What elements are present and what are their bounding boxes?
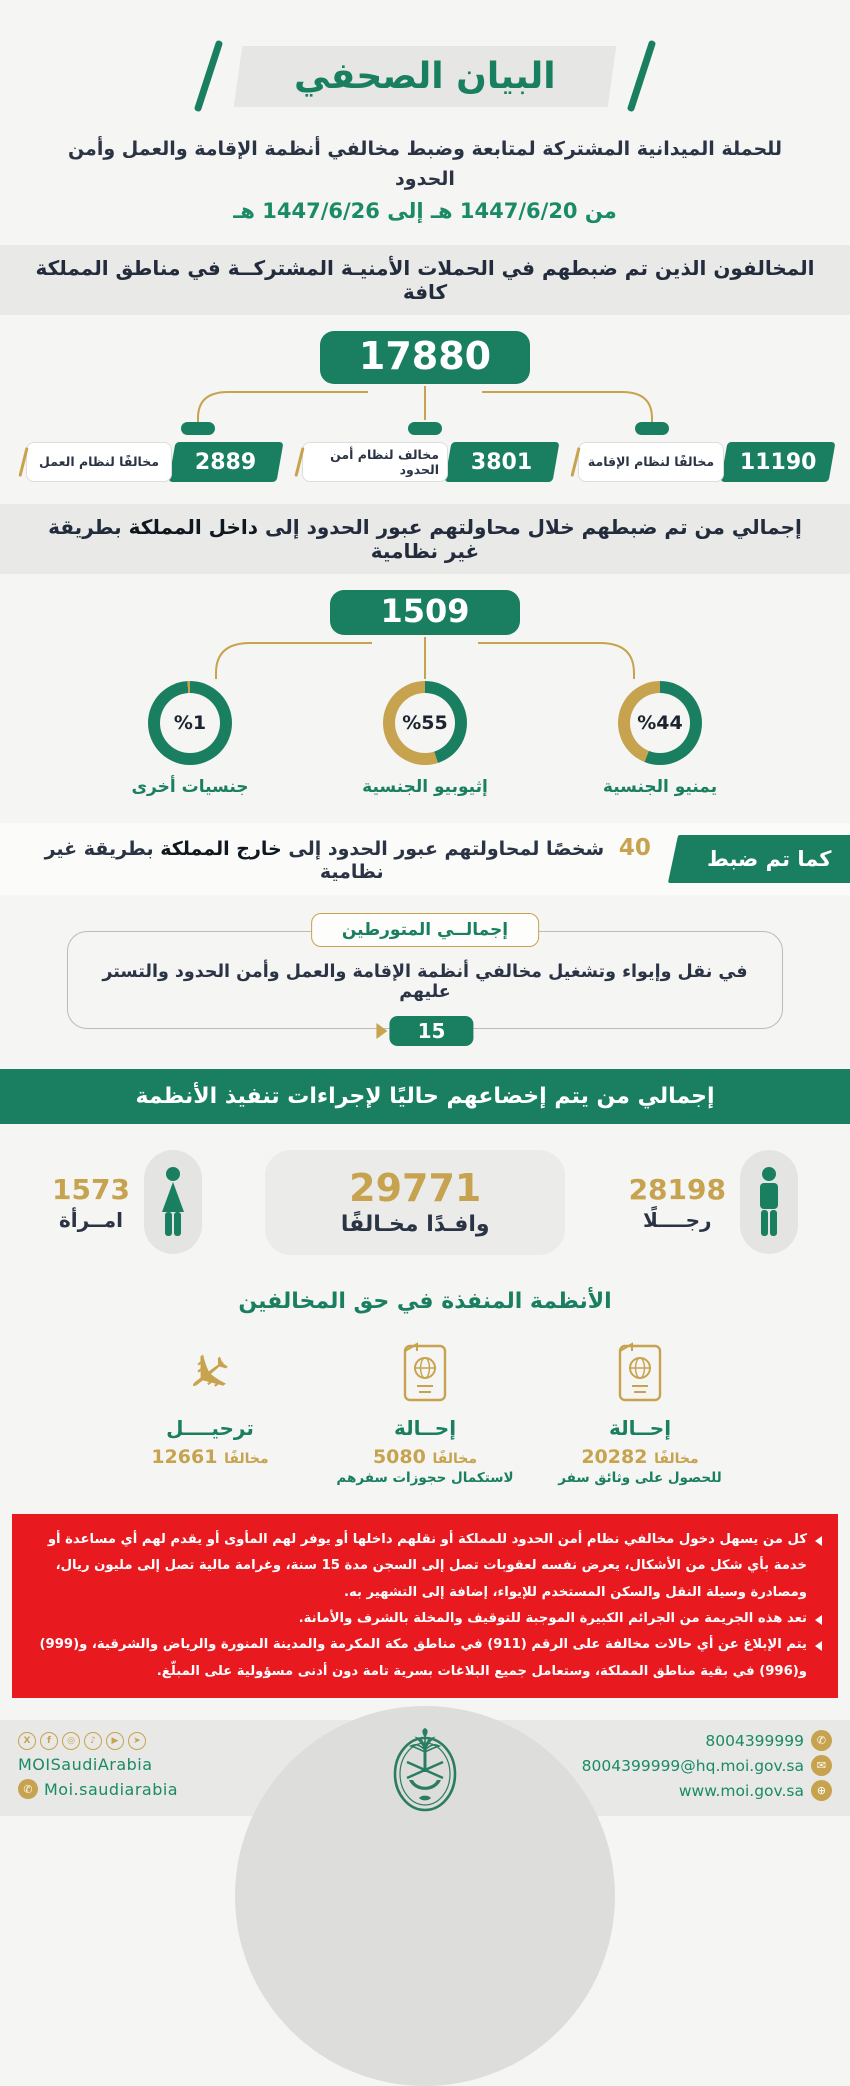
total-expats-label: وافـدًا مخـالفًا <box>340 1211 490 1237</box>
enforcement-banner: إجمالي من يتم إخضاعهم حاليًا لإجراءات تنفيذ الأنظمة <box>0 1069 850 1124</box>
labor-label: مخالفًا لنظام العمل <box>26 442 172 482</box>
footer <box>0 1720 850 1816</box>
phone-number: 8004399999 <box>705 1731 804 1750</box>
involved-count: 15 <box>390 1016 474 1046</box>
yemeni-donut-chart <box>618 681 702 765</box>
donut-connectors <box>0 635 850 681</box>
whatsapp-handle: Moi.saudiarabia <box>44 1779 179 1799</box>
tiktok-icon[interactable]: ♪ <box>84 1732 102 1750</box>
outbound-crossing-band <box>0 823 850 895</box>
bullet-triangle-icon <box>815 1536 822 1546</box>
nationality-other <box>110 681 270 797</box>
instagram-icon[interactable]: ◎ <box>62 1732 80 1750</box>
facebook-icon[interactable]: f <box>40 1732 58 1750</box>
right-slash-decoration <box>627 40 657 113</box>
women-group <box>52 1150 202 1254</box>
bullet-triangle-icon <box>815 1615 822 1625</box>
deportation-value: 12661 مخالفًا <box>151 1445 269 1468</box>
left-slash-decoration <box>194 40 224 113</box>
press-release-infographic <box>0 34 850 1816</box>
nationality-row <box>0 681 850 797</box>
date-range: من 1447/6/20 هـ إلى 1447/6/26 هـ <box>233 198 617 223</box>
border-crossing-total: 1509 <box>330 590 520 635</box>
border-security-value: 3801 <box>444 442 559 482</box>
email-row <box>582 1755 832 1776</box>
women-count: 1573 <box>52 1172 130 1206</box>
total-violators-value: 17880 <box>320 331 530 384</box>
legal-warning-box <box>12 1514 838 1698</box>
woman-icon <box>144 1150 202 1254</box>
plane-icon: ✈ <box>172 1335 247 1414</box>
deportation <box>120 1336 300 1488</box>
arrow-left-icon <box>377 1023 388 1039</box>
section2-heading: إجمالي من تم ضبطهم خلال محاولتهم عبور الحدود إلى داخل المملكة بطريقة غير نظامية <box>0 504 850 574</box>
labor-value: 2889 <box>168 442 283 482</box>
involved-description: في نقل وإيواء وتشغيل مخالفي أنظمة الإقامة والعمل وأمن الحدود والتستر عليهم <box>67 931 783 1029</box>
referral-bookings-value: 5080 مخالفًا <box>372 1445 478 1468</box>
footer-contact-block <box>582 1730 832 1805</box>
other-percent: %1 <box>160 693 220 753</box>
executed-measures-heading: الأنظمة المنفذة في حق المخالفين <box>238 1288 612 1314</box>
gender-stats-row <box>0 1150 850 1255</box>
executed-measures-row <box>0 1336 850 1488</box>
man-icon <box>740 1150 798 1254</box>
passport-icon <box>550 1336 730 1402</box>
stat-residency <box>570 442 832 482</box>
total-expats-count: 29771 <box>349 1165 482 1210</box>
email-address: 8004399999@hq.moi.gov.sa <box>581 1756 804 1775</box>
men-group <box>629 1150 798 1254</box>
yemeni-label: يمنيو الجنسية <box>602 776 718 797</box>
social-handle: MOISaudiArabia <box>18 1755 153 1775</box>
phone-icon: ✆ <box>811 1730 832 1751</box>
stat-labor <box>18 442 280 482</box>
referral-sub: للحصول على وثائق سفر <box>558 1469 722 1486</box>
website-row <box>582 1780 832 1801</box>
stat-border-security <box>294 442 556 482</box>
tree-connectors <box>0 384 850 440</box>
bullet-triangle-icon <box>815 1641 822 1651</box>
referral-value: 20282 مخالفًا <box>581 1445 699 1468</box>
passport-icon <box>335 1336 515 1402</box>
referral-bookings-title: إحــالة <box>393 1415 457 1440</box>
outbound-crossing-text: 40 شخصًا لمحاولتهم عبور الحدود إلى خارج المملكة بطريقة غير نظامية <box>0 835 673 883</box>
nationality-yemeni <box>580 681 740 797</box>
residency-label: مخالفًا لنظام الإقامة <box>578 442 724 482</box>
referral-bookings-sub: لاستكمال حجوزات سفرهم <box>336 1469 514 1486</box>
men-count: 28198 <box>628 1172 726 1206</box>
warning-item-1: كل من يسهل دخول مخالفي نظام أمن الحدود للمملكة أو نقلهم داخلها أو يوفر لهم المأوى أو يقدم لهم أي مساعدة أو خدمة بأي شكل من الأشكال، يعرض نفسه لعقوبات تصل إلى السجن مدة 15 سنة، وغرامة مالية تصل إلى مليون ريال، ومصادرة وسيلة النقل والسكن المستخدم للإيواء، إضافة إلى التشهير به. <box>28 1527 822 1606</box>
title-banner-row <box>0 34 850 118</box>
warning-item-2: تعد هذه الجريمة من الجرائم الكبيرة الموجبة للتوقيف والمخلة بالشرف والأمانة. <box>28 1606 822 1632</box>
deportation-sub <box>120 1470 300 1488</box>
ethiopian-percent: %55 <box>395 693 455 753</box>
phone-row <box>582 1730 832 1751</box>
also-arrested-badge: كما تم ضبط <box>668 835 850 883</box>
footer-social-block <box>18 1732 178 1799</box>
website-url[interactable]: www.moi.gov.sa <box>678 1781 804 1800</box>
nationality-ethiopian <box>345 681 505 797</box>
telegram-icon[interactable]: ➤ <box>128 1732 146 1750</box>
warning-item-3: يتم الإبلاغ عن أي حالات مخالفة على الرقم (911) في مناطق مكة المكرمة والمدينة المنورة والرياض والشرقية، و(999) و(996) في بقية مناطق المملكة، وستعامل جميع البلاغات بسرية تامة دون أدنى مسؤولية على المبلّغ. <box>28 1632 822 1685</box>
ethiopian-donut-chart <box>383 681 467 765</box>
other-label: جنسيات أخرى <box>131 776 249 797</box>
referral-travel-docs <box>550 1336 730 1488</box>
women-label: امــرأة <box>58 1207 123 1232</box>
section1-heading: المخالفون الذين تم ضبطهم في الحملات الأمنيـة المشتركــة في مناطق المملكة كافة <box>0 245 850 315</box>
total-expats-card <box>265 1150 565 1255</box>
page-title: البيان الصحفي <box>294 55 556 97</box>
email-icon: ✉ <box>811 1755 832 1776</box>
referral-title: إحــالة <box>608 1415 672 1440</box>
whatsapp-icon[interactable]: ✆ <box>18 1779 38 1799</box>
youtube-icon[interactable]: ▶ <box>106 1732 124 1750</box>
violation-breakdown-row <box>0 442 850 482</box>
other-donut-chart <box>148 681 232 765</box>
whatsapp-row <box>18 1779 178 1799</box>
globe-icon: ⊕ <box>811 1780 832 1801</box>
title-banner <box>234 46 616 107</box>
involved-section <box>67 919 783 1043</box>
x-icon[interactable]: X <box>18 1732 36 1750</box>
moi-emblem <box>389 1728 461 1818</box>
social-icons-row <box>18 1732 178 1750</box>
involved-count-badge <box>377 1016 474 1046</box>
yemeni-percent: %44 <box>630 693 690 753</box>
deportation-title: ترحيــــل <box>166 1415 254 1440</box>
ethiopian-label: إثيوبيو الجنسية <box>362 776 488 797</box>
referral-bookings <box>335 1336 515 1488</box>
involved-total-tab: إجمالــي المتورطين <box>311 913 539 947</box>
outbound-count: 40 <box>618 834 651 861</box>
border-security-label: مخالف لنظام أمن الحدود <box>302 442 448 482</box>
men-label: رجــــلًا <box>643 1207 712 1232</box>
campaign-subtitle: للحملة الميدانية المشتركة لمتابعة وضبط مخالفي أنظمة الإقامة والعمل وأمن الحدود <box>67 138 783 191</box>
residency-value: 11190 <box>720 442 835 482</box>
